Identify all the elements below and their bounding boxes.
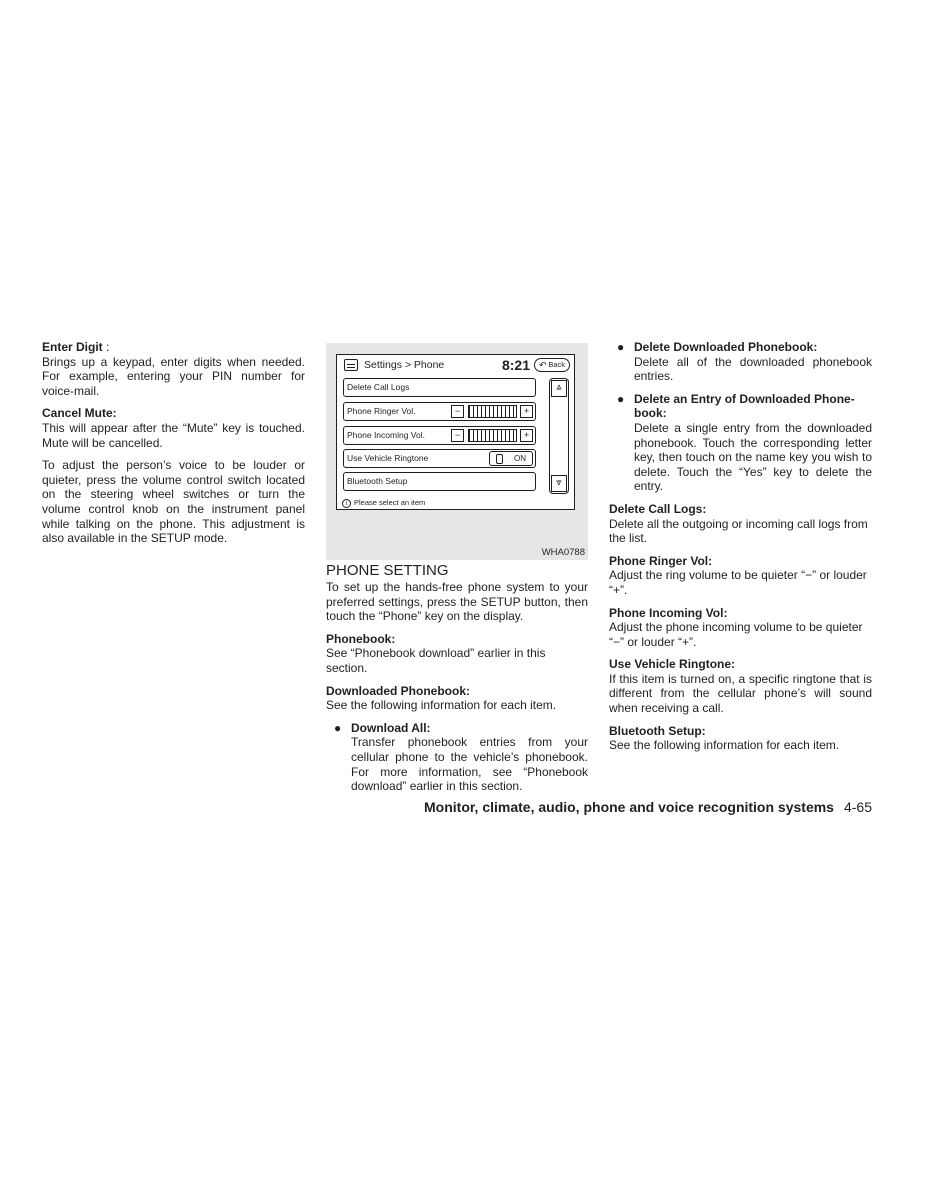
incoming-volume-bar[interactable] bbox=[468, 429, 517, 442]
delete-call-logs-heading: Delete Call Logs: bbox=[609, 501, 707, 516]
vehicle-ringtone-heading: Use Vehicle Ringtone: bbox=[609, 657, 736, 672]
bluetooth-setup-text: See the following information for each item. bbox=[609, 738, 840, 753]
adjust-voice-text: To adjust the person’s voice to be louder or quieter, press the volume control switch located on the steering wheel switches or turn the volume control knob on the instrument panel while talking on the phone. This adjustment is also available in the SETUP mode. bbox=[42, 458, 305, 546]
menu-item-label: Use Vehicle Ringtone bbox=[347, 453, 429, 463]
bullet-icon: ● bbox=[617, 340, 625, 354]
enter-digit-text: Brings up a keypad, enter digits when needed. For example, entering your PIN number for voice-mail. bbox=[42, 354, 305, 398]
delete-downloaded-heading: Delete Downloaded Phonebook: bbox=[634, 340, 818, 354]
menu-icon[interactable] bbox=[344, 359, 358, 371]
delete-downloaded-text: Delete all of the downloaded phonebook entries. bbox=[634, 354, 872, 384]
cancel-mute-text: This will appear after the “Mute” key is touched. Mute will be cancelled. bbox=[42, 420, 305, 450]
footer-title: Monitor, climate, audio, phone and voice recognition systems bbox=[424, 799, 834, 815]
bullet-icon: ● bbox=[617, 391, 625, 406]
ringtone-toggle[interactable] bbox=[489, 451, 533, 466]
phone-settings-figure bbox=[326, 343, 588, 560]
left-column bbox=[42, 340, 305, 554]
download-all-text: Transfer phonebook entries from your cellular phone to the vehicle’s phonebook. For more information, see “Phonebook download” earlier in this section. bbox=[351, 735, 588, 794]
menu-item-phone-ringer-vol[interactable] bbox=[343, 402, 536, 421]
figure-id: WHA0788 bbox=[541, 547, 585, 558]
incoming-volume-control bbox=[451, 429, 533, 442]
delete-entry-text: Delete a single entry from the downloaded phonebook. Touch the corresponding letter key, then touch on the name key you wish to delete. Touch the “Yes” key to delete the entry. bbox=[634, 420, 872, 494]
scroll-down-icon[interactable]: ⩔ bbox=[551, 475, 567, 492]
menu-item-delete-call-logs[interactable] bbox=[343, 378, 536, 397]
right-column bbox=[609, 340, 872, 761]
download-all-heading: Download All: bbox=[351, 720, 431, 735]
menu-item-use-vehicle-ringtone[interactable] bbox=[343, 449, 536, 468]
phone-ringer-text: Adjust the ring volume to be quieter “−” or louder “+”. bbox=[609, 568, 867, 597]
menu-item-label: Phone Incoming Vol. bbox=[347, 430, 425, 440]
phone-ringer-heading: Phone Ringer Vol: bbox=[609, 553, 713, 568]
bluetooth-setup-heading: Bluetooth Setup: bbox=[609, 723, 706, 738]
delete-entry-item bbox=[609, 392, 872, 494]
screen-header bbox=[342, 358, 570, 374]
back-button[interactable] bbox=[534, 358, 570, 372]
menu-item-label: Phone Ringer Vol. bbox=[347, 406, 416, 416]
page-footer bbox=[300, 799, 872, 815]
menu-item-label: Bluetooth Setup bbox=[347, 476, 408, 486]
incoming-minus-button[interactable]: − bbox=[451, 429, 464, 442]
ringer-minus-button[interactable]: − bbox=[451, 405, 464, 418]
screen-title: Settings > Phone bbox=[364, 359, 445, 371]
scroll-up-icon[interactable]: ⩓ bbox=[551, 380, 567, 397]
enter-digit-heading: Enter Digit bbox=[42, 340, 103, 354]
menu-item-phone-incoming-vol[interactable] bbox=[343, 426, 536, 445]
ringer-volume-bar[interactable] bbox=[468, 405, 517, 418]
ringer-plus-button[interactable]: + bbox=[520, 405, 533, 418]
middle-column bbox=[326, 562, 588, 802]
status-text: Please select an item bbox=[354, 498, 426, 507]
status-line bbox=[342, 498, 425, 508]
info-icon: i bbox=[342, 499, 351, 508]
download-all-item bbox=[326, 721, 588, 794]
phone-incoming-heading: Phone Incoming Vol: bbox=[609, 605, 728, 620]
scrollbar[interactable] bbox=[549, 378, 569, 494]
menu-item-bluetooth-setup[interactable] bbox=[343, 472, 536, 491]
delete-call-logs-text: Delete all the outgoing or incoming call logs from the list. bbox=[609, 516, 868, 546]
downloaded-phonebook-heading: Downloaded Phonebook: bbox=[326, 683, 470, 698]
phonebook-text: See “Phonebook download” earlier in this section. bbox=[326, 646, 546, 675]
page-number: 4-65 bbox=[843, 799, 872, 815]
delete-downloaded-item bbox=[609, 340, 872, 384]
menu-item-label: Delete Call Logs bbox=[347, 382, 410, 392]
downloaded-phonebook-text: See the following information for each item. bbox=[326, 698, 557, 713]
intro-text: To set up the hands-free phone system to your preferred settings, press the SETUP button, then touch the “Phone” key on the display. bbox=[326, 580, 588, 624]
toggle-label: ON bbox=[514, 454, 526, 463]
ringer-volume-control bbox=[451, 405, 533, 418]
phonebook-heading: Phonebook: bbox=[326, 631, 396, 646]
settings-screen bbox=[336, 354, 575, 510]
back-label: Back bbox=[548, 360, 565, 369]
clock: 8:21 bbox=[501, 357, 530, 373]
cancel-mute-heading: Cancel Mute: bbox=[42, 406, 117, 421]
back-arrow-icon: ↶ bbox=[539, 360, 547, 370]
incoming-plus-button[interactable]: + bbox=[520, 429, 533, 442]
vehicle-ringtone-text: If this item is turned on, a specific ringtone that is different from the cellular phone’s will sound when receiving a call. bbox=[609, 671, 872, 716]
enter-digit-colon: : bbox=[102, 340, 110, 354]
bullet-icon: ● bbox=[334, 720, 342, 735]
delete-entry-heading: Delete an Entry of Downloaded Phone-book: bbox=[634, 391, 855, 421]
section-title: PHONE SETTING bbox=[326, 562, 449, 579]
phone-incoming-text: Adjust the phone incoming volume to be quieter “−” or louder “+”. bbox=[609, 620, 863, 649]
toggle-indicator-icon bbox=[496, 454, 503, 464]
